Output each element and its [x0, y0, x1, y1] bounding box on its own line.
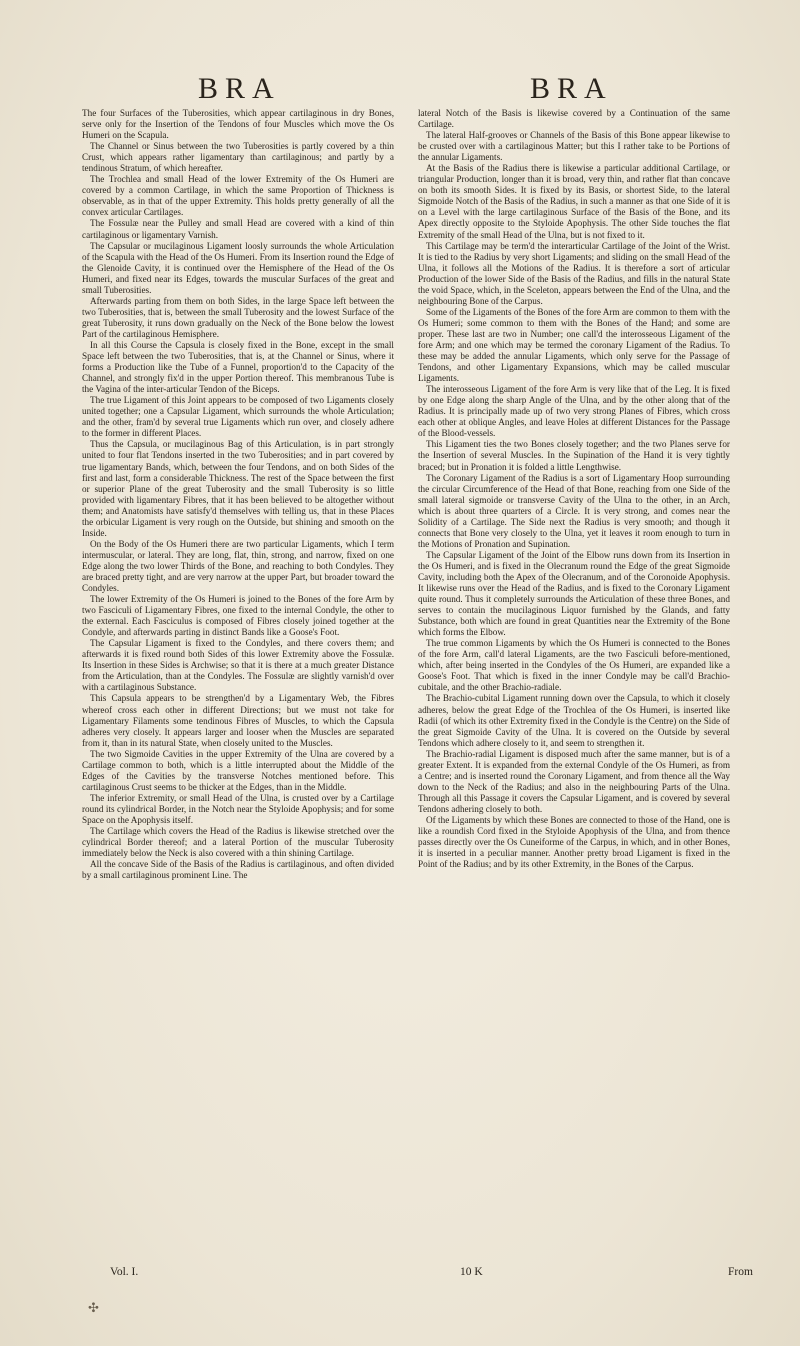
paragraph: The Capsular Ligament is fixed to the Condyles, and there covers them; and afterwards it is fixed round both Sides of this lower Extremity above the Fossulæ. Its Insertion in these Sides is Archwise; so that it is there at a much greater Distance from the Articulation, than at the Condyles. The Fossulæ are slightly varnish'd over with a cartilaginous Substance. [82, 638, 394, 693]
paragraph: The true common Ligaments by which the Os Humeri is connected to the Bones of the fore Arm, call'd lateral Ligaments, are the two Fasciculi before-mentioned, which, after being inserted in the Condyles of the Os Humeri, are expanded like a Goose's Foot. That which is fixed in the inner Condyle may be call'd Brachio-cubitale, and the other Brachio-radiale. [418, 638, 730, 693]
paragraph: The lower Extremity of the Os Humeri is joined to the Bones of the fore Arm by two Fasciculi of Ligamentary Fibres, one fixed to the internal Condyle, the other to the external. Each Fasciculus is composed of Fibres closely joined together at the Condyle, and afterwards parting in distinct Bands like a Goose's Foot. [82, 594, 394, 638]
catchword: From [728, 1266, 753, 1278]
paragraph: The Cartilage which covers the Head of the Radius is likewise stretched over the cylindrical Border thereof; and a lateral Portion of the muscular Tuberosity immediately below the Neck is also covered with a thin shining Cartilage. [82, 826, 394, 859]
signature-mark: 10 K [460, 1266, 483, 1278]
running-head-left: BRA [198, 72, 281, 105]
paragraph: Some of the Ligaments of the Bones of the fore Arm are common to them with the Os Humeri; some common to them with the Bones of the Hand; and some are proper. These last are two in Number; one call'd the interosseous Ligament of the fore Arm; and one which may be termed the coronary Ligament of the Radius. To these may be added the annular Ligaments, which only serve for the Passage of Tendons, and other Ligamentary Expansions, which may be called muscular Ligaments. [418, 306, 730, 384]
running-head-right: BRA [530, 72, 613, 105]
paragraph: In all this Course the Capsula is closely fixed in the Bone, except in the small Space left between the two Tuberosities, that is, at the Channel or Sinus, where it forms a Production like the Tube of a Funnel, proportion'd to the Capacity of the Channel, and strongly fix'd in the upper Portion thereof. This membranous Tube is the Vagina of the inter-articular Tendon of the Biceps. [82, 339, 394, 395]
paragraph: This Ligament ties the two Bones closely together; and the two Planes serve for the Insertion of several Muscles. In the Supination of the Hand it is very tightly braced; but in Pronation it is folded a little Lengthwise. [418, 439, 730, 472]
paragraph: Of the Ligaments by which these Bones are connected to those of the Hand, one is like a roundish Cord fixed in the Styloide Apophysis of the Ulna, and from thence passes directly over the Os Cuneiforme of the Carpus, in which, and in other Bones, it is inserted in a peculiar manner. Another pretty broad Ligament is fixed in the Point of the Radius; and by its other Extremity, in the Bones of the Carpus. [418, 815, 730, 870]
paragraph: lateral Notch of the Basis is likewise covered by a Continuation of the same Cartilage. [418, 108, 730, 130]
paragraph: The inferior Extremity, or small Head of the Ulna, is crusted over by a Cartilage round its cylindrical Border, in the Notch near the Styloide Apophysis; and for some Space on the Apophysis itself. [82, 792, 394, 825]
paragraph: Thus the Capsula, or mucilaginous Bag of this Articulation, is in part strongly united to four flat Tendons inserted in the two Tuberosities; and in part covered by true ligamentary Bands, which, between the four Tendons, and on both Sides of the first and last, form a considerable Thickness. The rest of the Space between the first or superior Plane of the great Tuberosity and the small Tuberosity is so little provided with ligamentary Fibres, that it has been believed to be altogether without them; and Anatomists have satisfy'd themselves with telling us, that in these Places the orbicular Ligament is very rough on the Outside, but shining and smooth on the Inside. [82, 439, 394, 538]
paragraph: The four Surfaces of the Tuberosities, which appear cartilaginous in dry Bones, serve only for the Insertion of the Tendons of four Muscles which move the Os Humeri on the Scapula. [82, 108, 394, 141]
paragraph: Afterwards parting from them on both Sides, in the large Space left between the two Tuberosities, that is, between the small Tuberosity and the lowest Surface of the great Tuberosity, it runs down gradually on the Neck of the Bone below the lowest Part of the cartilaginous Hemisphere. [82, 295, 394, 339]
paragraph: This Capsula appears to be strengthen'd by a Ligamentary Web, the Fibres whereof cross each other in different Directions; but we must not take for Ligamentary Filaments some tendinous Fibres of Muscles, to which the Capsula adheres very closely. It appears larger and looser when the Muscles are separated from it, than in its natural State, when closely united to the Muscles. [82, 693, 394, 748]
paragraph: At the Basis of the Radius there is likewise a particular additional Cartilage, or triangular Production, longer than it is broad, very thin, and rather flat than concave on both its smooth Sides. It is fixed by its Basis, or shortest Side, to the lateral Sigmoide Notch of the Basis of the Radius, in such a manner as that one Side of it is on a Level with the large cartilaginous Surface of the Basis of the Bone, and its Apex directly opposite to the Styloide Apophysis. The other Side touches the flat Extremity of the small Head of the Ulna, but is not fixed to it. [418, 163, 730, 240]
paragraph: The Trochlea and small Head of the lower Extremity of the Os Humeri are covered by a common Cartilage, in which the same Proportion of Thickness is observable, as in that of the upper Extremity. This holds pretty generally of all the convex articular Cartilages. [82, 174, 394, 218]
paragraph: On the Body of the Os Humeri there are two particular Ligaments, which I term intermuscular, or lateral. They are long, flat, thin, strong, and narrow, fixed on one Edge along the two lower Thirds of the Bone, and reaching to both Condyles. They are braced pretty tight, and are very narrow at the upper Part, but broader toward the Condyles. [82, 538, 394, 594]
paragraph: The Coronary Ligament of the Radius is a sort of Ligamentary Hoop surrounding the circular Circumference of the Head of that Bone, reaching from one Side of the small lateral sigmoide or transverse Cavity of the Ulna to the other, in an Arch, which is about three quarters of a Circle. It is very strong, and comes near the Solidity of a Cartilage. The Side next the Radius is very smooth; and though it connects that Bone very closely to the Ulna, yet it leaves it room enough to turn in the Motions of Pronation and Supination. [418, 472, 730, 549]
paragraph: The Channel or Sinus between the two Tuberosities is partly covered by a thin Crust, which appears rather ligamentary than cartilaginous; and partly by a tendinous Stratum, of which hereafter. [82, 141, 394, 174]
paragraph: The true Ligament of this Joint appears to be composed of two Ligaments closely united together; one a Capsular Ligament, which surrounds the whole Articulation; and the other, fram'd by several true Ligaments which run over, and closely adhere to the former in different Places. [82, 395, 394, 439]
left-column [82, 108, 394, 881]
paragraph: The Brachio-radial Ligament is disposed much after the same manner, but is of a greater Extent. It is expanded from the external Condyle of the Os Humeri, as from a Centre; and is inserted round the Coronary Ligament, and from thence all the Way down to the Neck of the Radius; and also in the neighbouring Parts of the Ulna. Through all this Passage it covers the Capsular Ligament, and is covered by several Tendons adhering closely to both. [418, 748, 730, 814]
paragraph: All the concave Side of the Basis of the Radius is cartilaginous, and often divided by a small cartilaginous prominent Line. The [82, 859, 394, 881]
paragraph: This Cartilage may be term'd the interarticular Cartilage of the Joint of the Wrist. It is tied to the Radius by very short Ligaments; and sliding on the small Head of the Ulna, it follows all the Motions of the Radius. It is therefore a sort of articular Production of the lower Side of the Basis of the Radius, and fills in the natural State the void Space, which, in the Sceleton, appears between the End of the Ulna, and the neighbouring Bone of the Carpus. [418, 240, 730, 306]
paragraph: The Brachio-cubital Ligament running down over the Capsula, to which it closely adheres, below the great Edge of the Trochlea of the Os Humeri, is inserted like Radii (of which its other Extremity fixed in the Condyle is the Centre) on the Side of the great Sigmoide Cavity of the Ulna. It is covered on the Outside by several Tendons which adhere closely to it, and seem to strengthen it. [418, 693, 730, 748]
paragraph: The Capsular Ligament of the Joint of the Elbow runs down from its Insertion in the Os Humeri, and is fixed in the Olecranum round the Edge of the great Sigmoide Cavity, including both the Apex of the Olecranum, and of the Coronoide Apophysis. It likewise runs over the Head of the Radius, and is fixed to the Coronary Ligament quite round. Thus it completely surrounds the Articulation of these three Bones, and serves to contain the mucilaginous Liquor furnished by the Glands, and fatty Substance, both which are found in great Quantities near the Extremity of the Bone which forms the Elbow. [418, 549, 730, 638]
paragraph: The interosseous Ligament of the fore Arm is very like that of the Leg. It is fixed by one Edge along the sharp Angle of the Ulna, and by the other along that of the Radius. It is principally made up of two very strong Planes of Fibres, which cross each other at oblique Angles, and leave Holes at different Distances for the Passage of the Blood-vessels. [418, 384, 730, 439]
printer-ornament: ✣ [88, 1300, 99, 1315]
paragraph: The Capsular or mucilaginous Ligament loosly surrounds the whole Articulation of the Scapula with the Head of the Os Humeri. From its Insertion round the Edge of the Glenoide Cavity, it is continued over the Hemisphere of the Head of the Os Humeri, and fixed near its Edges, towards the muscular Surfaces of the great and small Tuberosities. [82, 240, 394, 295]
paragraph: The lateral Half-grooves or Channels of the Basis of this Bone appear likewise to be crusted over with a cartilaginous Matter; but this I rather take to be Portions of the annular Ligaments. [418, 130, 730, 163]
paragraph: The two Sigmoide Cavities in the upper Extremity of the Ulna are covered by a Cartilage common to both, which is a little interrupted about the Middle of the Edges of the Cavities by the transverse Notches mentioned before. This cartilaginous Crust seems to be thicker at the Edges, than in the Middle. [82, 748, 394, 792]
paragraph: The Fossulæ near the Pulley and small Head are covered with a kind of thin cartilaginous or ligamentary Varnish. [82, 218, 394, 240]
volume-label: Vol. I. [110, 1266, 139, 1278]
right-column [418, 108, 730, 870]
